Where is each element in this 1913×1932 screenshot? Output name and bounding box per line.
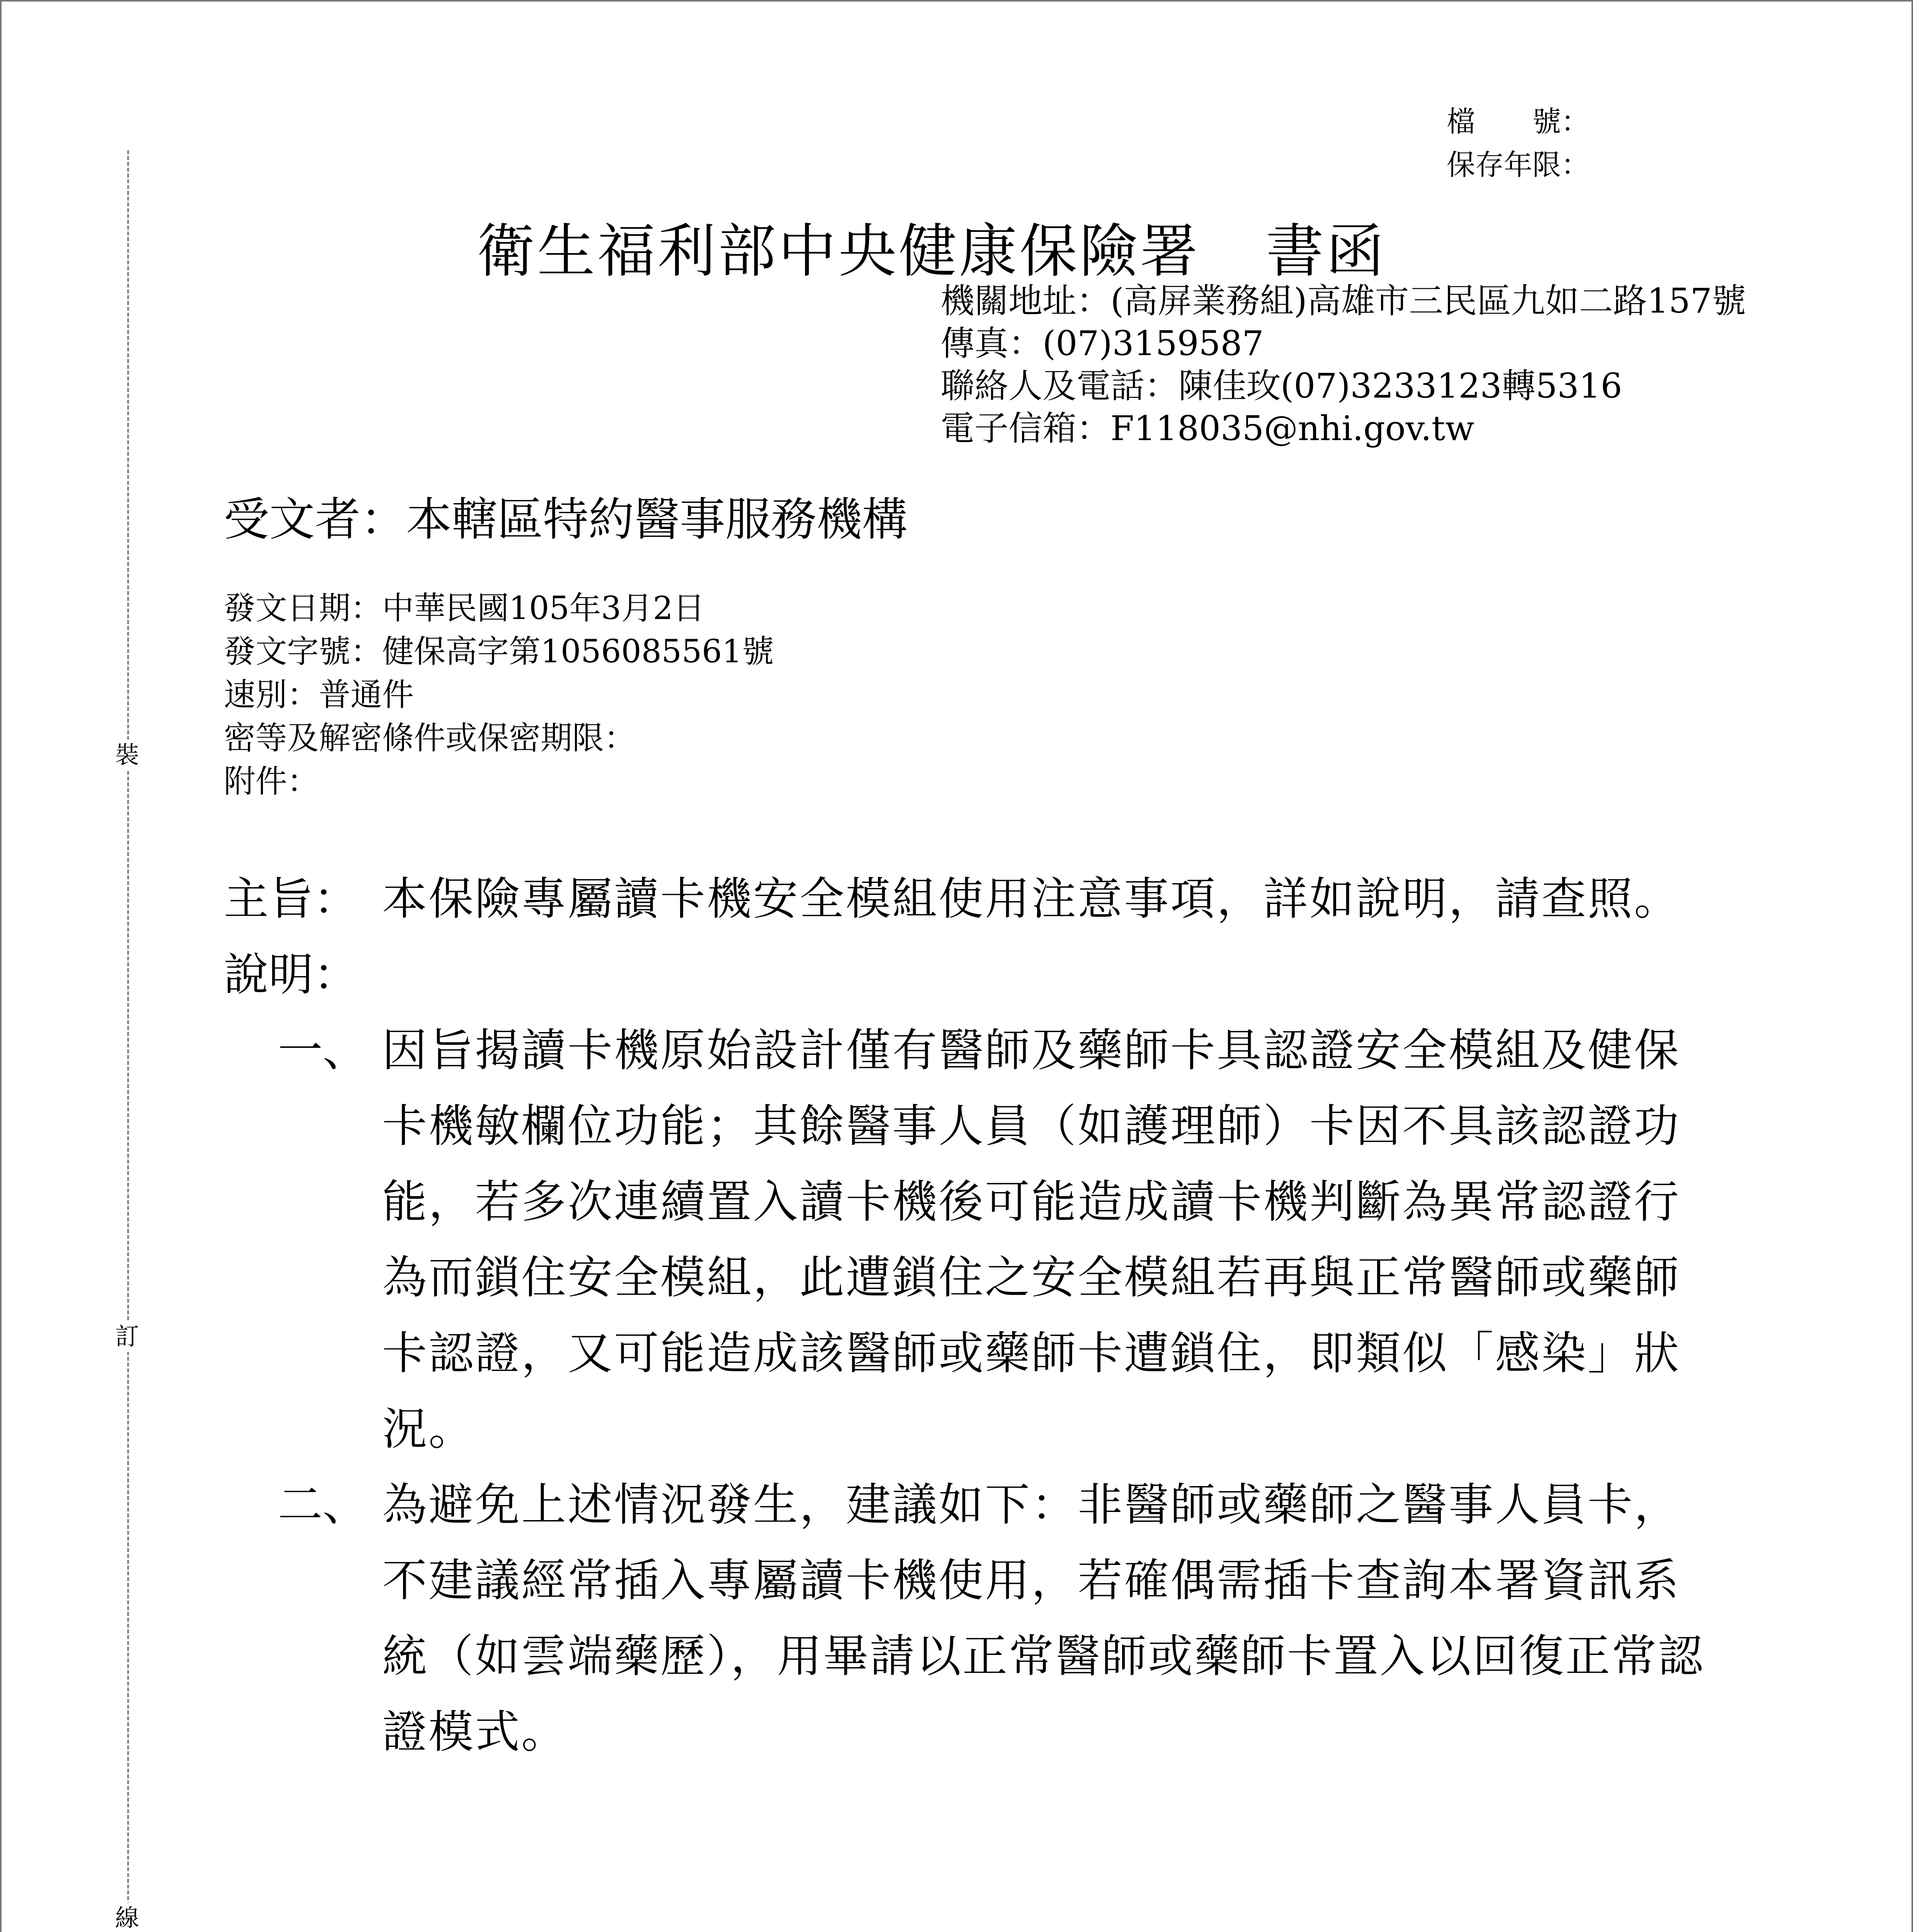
binding-mark-xian: 線	[114, 1903, 141, 1932]
speed-class: 速別：普通件	[224, 677, 414, 713]
item-number: 一、	[278, 1024, 367, 1077]
subject-label: 主旨：	[224, 873, 358, 925]
explanation-item	[224, 1467, 1715, 1770]
explanation-label: 說明：	[224, 949, 358, 1001]
item-text: 因旨揭讀卡機原始設計僅有醫師及藥師卡具認證安全模組及健保卡機敏欄位功能；其餘醫事人員（如護理師）卡因不具該認證功能，若多次連續置入讀卡機後可能造成讀卡機判斷為異常認證行為而鎖住安全模組，此遭鎖住之安全模組若再與正常醫師或藥師卡認證，又可能造成該醫師或藥師卡遭鎖住，即類似「感染」狀況。	[382, 1024, 1680, 1455]
dispatch-number: 發文字號：健保高字第1056085561號	[224, 633, 774, 670]
letter-body	[224, 861, 1715, 1770]
binding-mark-ding: 訂	[114, 1321, 141, 1352]
contact-block	[940, 280, 1746, 450]
dispatch-date: 發文日期：中華民國105年3月2日	[224, 590, 705, 627]
agency-address: 機關地址：(高屏業務組)高雄市三民區九如二路157號	[940, 281, 1746, 321]
dispatch-meta	[224, 587, 774, 803]
fax-number: 傳真：(07)3159587	[940, 323, 1264, 363]
file-number-label: 檔 號：	[1447, 105, 1590, 138]
email-address: 電子信箱：F118035@nhi.gov.tw	[940, 408, 1474, 448]
retention-period-label: 保存年限：	[1447, 148, 1590, 182]
recipient: 受文者：本轄區特約醫事服務機構	[224, 493, 908, 546]
binding-mark-zhuang: 裝	[114, 740, 141, 770]
secrecy-level: 密等及解密條件或保密期限：	[224, 720, 636, 757]
document-type: 書函	[1266, 218, 1387, 285]
explanation-heading	[224, 937, 1715, 1013]
item-text: 為避免上述情況發生，建議如下：非醫師或藥師之醫事人員卡，不建議經常插入專屬讀卡機使用，若確偶需插卡查詢本署資訊系統（如雲端藥歷），用畢請以正常醫師或藥師卡置入以回復正常認證模式。	[382, 1479, 1704, 1758]
attachments: 附件：	[224, 763, 319, 800]
archive-info	[1447, 100, 1590, 187]
contact-person: 聯絡人及電話：陳佳玫(07)3233123轉5316	[940, 366, 1622, 406]
subject-paragraph	[224, 861, 1715, 937]
item-number: 二、	[278, 1479, 367, 1531]
document-title	[477, 204, 1386, 288]
agency-name: 衛生福利部中央健康保險署	[477, 218, 1201, 285]
explanation-item	[224, 1013, 1715, 1467]
binding-dashed-line	[127, 150, 129, 1932]
subject-text: 本保險專屬讀卡機安全模組使用注意事項，詳如說明，請查照。	[382, 873, 1680, 925]
